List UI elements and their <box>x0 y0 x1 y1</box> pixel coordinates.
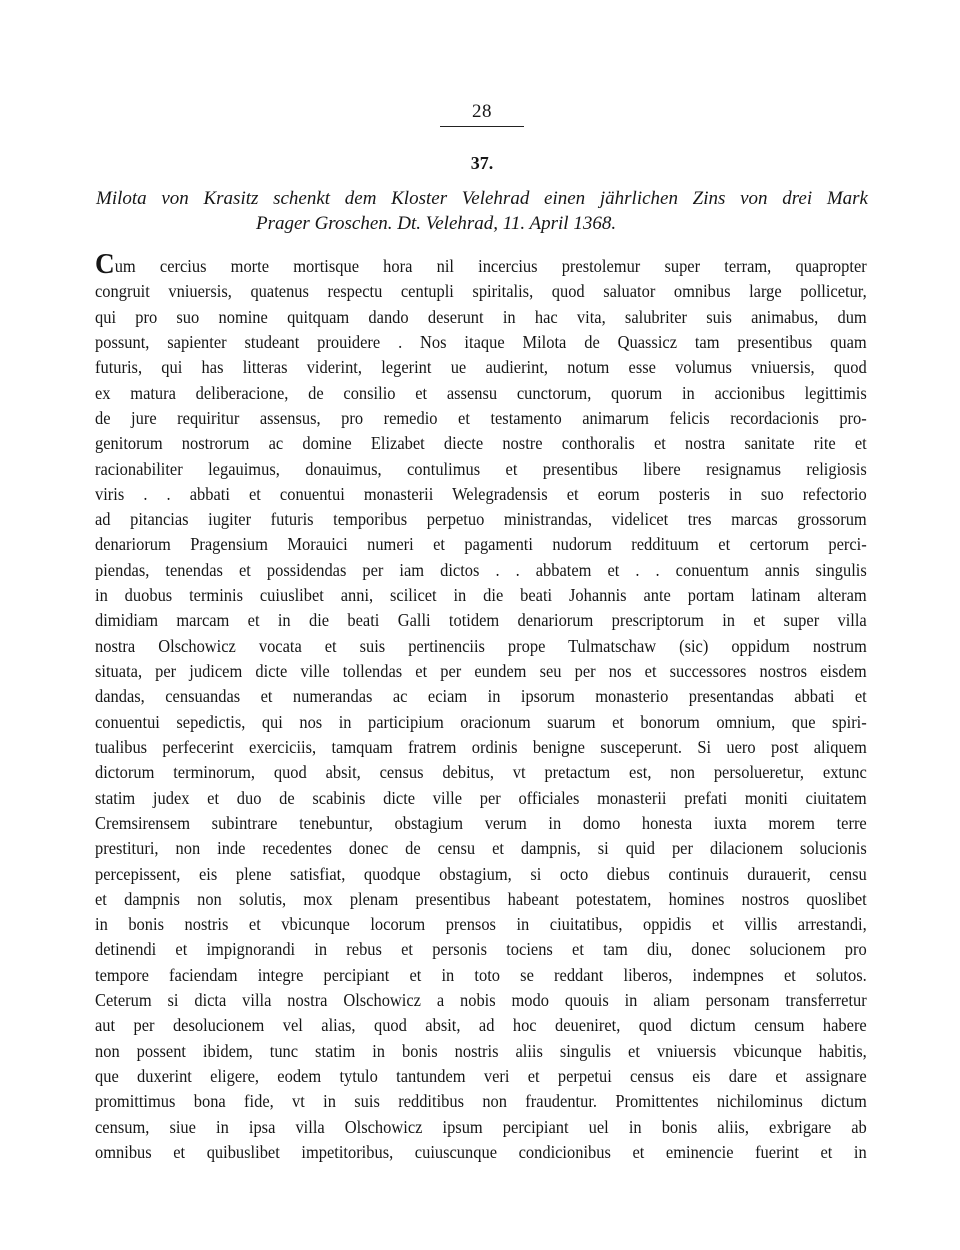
text-line: ad pitancias iugiter futuris temporibus perpetuo ministrandas, videlicet tres marcas grossorum <box>95 509 867 530</box>
text-line: denariorum Pragensium Morauici numeri et pagamenti nudorum reddituum et certorum perci- <box>95 534 867 555</box>
text-line: non possent ibidem, tunc statim in bonis nostris aliis singulis et vniuersis vbicunque habitis, <box>95 1040 867 1061</box>
text-line: prestituri, non inde recedentes donec de censu et dampnis, si quid per dilacionem solucionis <box>95 838 867 859</box>
page-number-rule <box>440 126 524 127</box>
text-line: dimidiam marcam et in die beati Galli totidem denariorum prescriptorum in et super villa <box>95 610 867 631</box>
document-number: 37. <box>470 153 494 173</box>
text-line: in bonis nostris et vbicunque locorum prensos in ciuitatibus, oppidis et villis arrestandi, <box>95 914 867 935</box>
text-line: Cremsirensem subintrare tenebuntur, obstagium verum in domo honesta iuxta morem terre <box>95 812 867 833</box>
text-line <box>95 248 867 280</box>
drop-cap-initial: C <box>95 248 115 280</box>
text-line: futuris, qui has litteras viderint, legerint ue audierint, notum esse volumus vniuersis, quod <box>95 357 867 378</box>
text-line: tempore faciendam integre percipiant et in toto se reddant liberos, indempnes et solutos. <box>95 964 867 985</box>
text-line: percepissent, eis plene satisfiat, quodque obstagium, si octo diebus continuis durauerit, censu <box>95 863 867 884</box>
text-line: congruit vniuersis, quatenus respectu centupli spiritalis, quod saluator omnibus large pollicetur, <box>95 281 867 302</box>
text-line: que duxerint eligere, eodem tytulo tantundem veri et perpetui census eis dare et assignare <box>95 1066 867 1086</box>
text-line: Ceterum si dicta villa nostra Olschowicz a nobis modo quouis in aliam personam transferretur <box>95 990 867 1011</box>
text-line: situata, per judicem dicte ville tollendas et per eundem seu per nos et successores nostros eisdem <box>95 661 867 681</box>
text-line: viris . . abbati et conuentui monasterii Welegradensis et eorum posteris in suo refectorio <box>95 483 867 504</box>
regest-line: Prager Groschen. Dt. Velehrad, 11. April 1368. <box>256 213 617 234</box>
text-line: conuentui sepedictis, qui nos in participium oracionum suarum et bonorum omnium, que spiri- <box>95 711 867 732</box>
text-line: censum, siue in ipsa villa Olschowicz ipsum percipiant uel in bonis aliis, exbrigare ab <box>95 1116 867 1137</box>
text-line: de jure requiritur assensus, pro remedio et testamento animarum felicis recordacionis pro- <box>95 407 867 428</box>
text-line: in duobus terminis cuiuslibet anni, scilicet in die beati Johannis ante portam latinam alteram <box>95 585 867 606</box>
text-line: tualibus perfecerint exerciciis, tamquam fratrem ordinis benigne susceperunt. Si uero post aliquem <box>95 736 867 757</box>
text-line: statim judex et duo de scabinis dicte ville per officiales monasterii prefati moniti ciuitatem <box>95 787 867 808</box>
text-line: promittimus bona fide, vt in suis redditibus non fraudentur. Promittentes nichilominus dictum <box>95 1091 867 1112</box>
text-line: qui pro suo nomine quitquam dando deserunt in hac vita, salubriter suis animabus, dum <box>95 306 867 327</box>
regest-line: Milota von Krasitz schenkt dem Kloster Velehrad einen jährlichen Zins von drei Mark <box>96 188 868 209</box>
page-number: 28 <box>472 101 492 122</box>
text-line: aut per desolucionem vel alias, quod absit, ad hoc deueniret, quod dictum censum habere <box>95 1015 867 1036</box>
text-line: ex matura deliberacione, de consilio et assensu cunctorum, quorum in accionibus legittimis <box>95 382 867 403</box>
text-line-content: um cercius morte mortisque hora nil incercius prestolemur super terram, quapropter <box>114 256 867 276</box>
text-line: possunt, sapienter studeant prouidere . Nos itaque Milota de Quassicz tam presentibus quam <box>95 331 867 352</box>
text-line: piendas, tenendas et possidendas per iam dictos . . abbatem et . . conuentum annis singulis <box>95 559 867 580</box>
text-line: dictorum terminorum, quod absit, census debitus, vt pretactum est, non persolueretur, extunc <box>95 762 867 783</box>
text-line: nostra Olschowicz vocata et suis pertinenciis prope Tulmatschaw (sic) oppidum nostrum <box>95 635 867 656</box>
text-line: dandas, censuandas et numerandas ac eciam in ipsorum monasterio presentandas abbati et <box>95 686 867 707</box>
text-line: omnibus et quibuslibet impetitoribus, cuiuscunque condicionibus et eminencie fuerint et in <box>95 1141 867 1162</box>
text-line: genitorum nostrorum ac domine Elizabet diecte nostre conthoralis et nostra sanitate rite et <box>95 433 867 454</box>
regest-summary <box>96 186 868 236</box>
charter-text <box>95 248 867 1165</box>
text-line: detinendi et impignorandi in rebus et personis tociens et tam diu, donec solucionem pro <box>95 939 867 960</box>
text-line: et dampnis non solutis, mox plenam presentibus habeant potestatem, homines nostros quoslibet <box>95 888 867 909</box>
text-line: racionabiliter legauimus, donauimus, contulimus et presentibus libere resignamus religiosis <box>95 458 867 479</box>
